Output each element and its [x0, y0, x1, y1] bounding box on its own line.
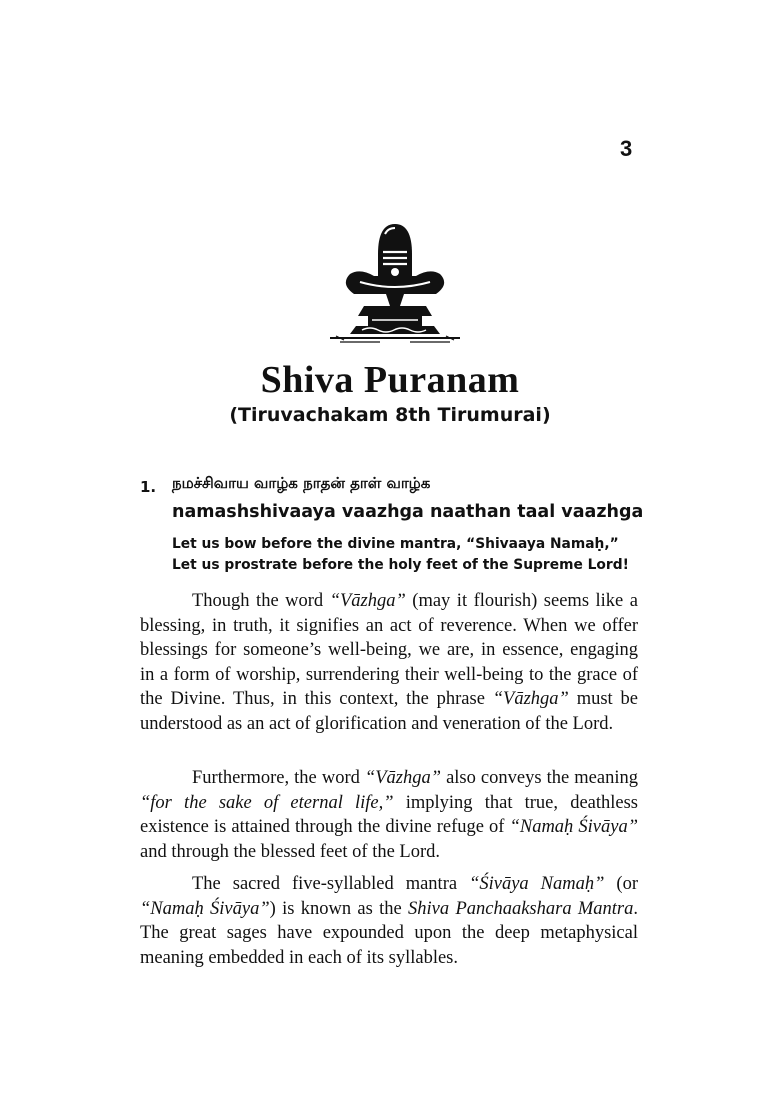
text-run: (may it flourish) seems like a blessing, in truth, it signifies an act of reverence. When we offer blessings for someone’s well-being, we are, in essence, engaging in a form of worship, surrendering their well-being to the grace of the Divine. Thus, in this context, the phrase: [140, 591, 638, 710]
text-run: and through the blessed feet of the Lord.: [140, 841, 441, 862]
text-run: also conveys the meaning: [441, 768, 638, 788]
text-run: must be understood as an act of glorification and veneration of the Lord.: [140, 689, 638, 734]
italic-term: “Vāzhga”: [364, 768, 441, 788]
italic-term: “Namaḥ Śivāya”: [140, 898, 270, 919]
italic-term: “for the sake of eternal life,”: [140, 792, 394, 813]
italic-term: “Śivāya Namaḥ”: [469, 874, 605, 894]
paragraph-1: [140, 589, 638, 737]
text-run: Though the word: [192, 591, 330, 611]
text-run: implying that true, deathless existence is attained through the divine refuge of: [140, 792, 639, 838]
text-run: (or: [604, 874, 638, 894]
verse-tamil-text: நமச்சிவாய வாழ்க நாதன் தாள் வாழ்க: [172, 474, 431, 492]
shiva-lingam-icon: [320, 212, 470, 352]
text-run: The sacred five-syllabled mantra: [192, 874, 470, 894]
verse-transliteration: namashshivaaya vaazhga naathan taal vaazhga: [172, 502, 644, 522]
italic-term: “Namaḥ Śivāya”: [509, 817, 639, 838]
italic-term: “Vāzhga”: [492, 689, 569, 710]
page-subtitle: (Tiruvachakam 8th Tirumurai): [229, 404, 551, 426]
verse-meaning: Let us bow before the divine mantra, “Shivaaya Namaḥ,” Let us prostrate before the holy feet of the Supreme Lord!: [172, 536, 629, 573]
paragraph-2: [140, 766, 638, 864]
italic-term: Shiva Panchaakshara Mantra: [408, 898, 634, 919]
text-run: . The great sages have expounded upon the deep metaphysical meaning embedded in each of its syllables.: [140, 898, 639, 968]
italic-term: “Vāzhga”: [329, 591, 406, 611]
paragraph-3: [140, 872, 638, 970]
page-title: Shiva Puranam: [260, 359, 520, 401]
page-number: 3: [620, 136, 633, 161]
verse-number: 1.: [140, 478, 157, 496]
text-run: Furthermore, the word: [192, 768, 365, 788]
text-run: ) is known as the: [269, 898, 409, 919]
